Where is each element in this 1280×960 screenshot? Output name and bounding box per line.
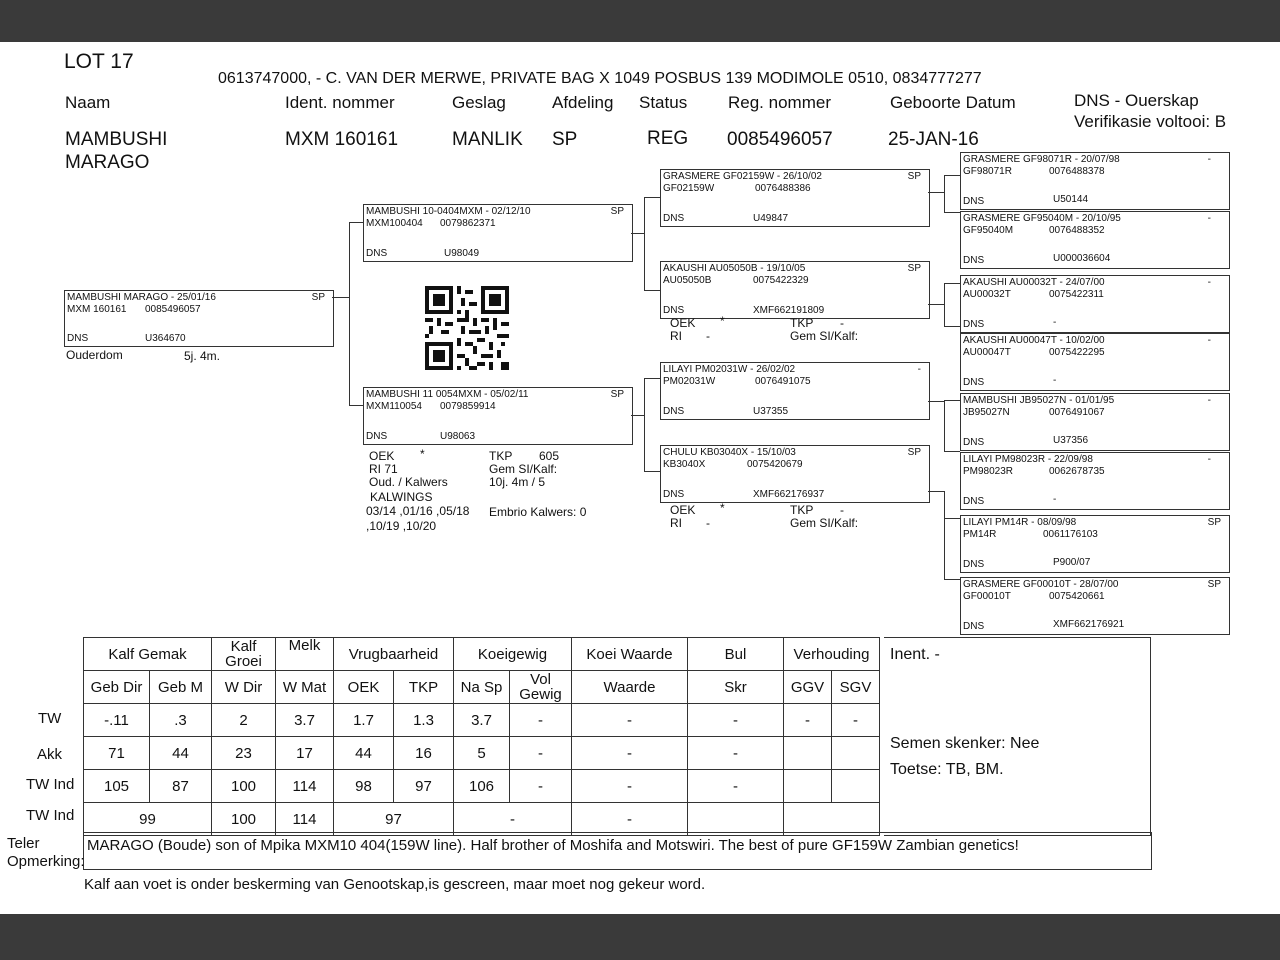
gp-regn: 0076488386	[755, 183, 811, 194]
top-band	[0, 0, 1280, 42]
ggp-regn: 0076488352	[1049, 225, 1105, 236]
dam-kalwings: KALWINGS	[370, 490, 433, 504]
pedigree-ggp-box	[960, 577, 1230, 635]
ggp-title: AKAUSHI AU00047T - 10/02/00	[963, 335, 1105, 346]
pedigree-dam-box	[363, 387, 633, 445]
gp-reg: AU05050B	[663, 275, 712, 286]
ouderdom-value: 5j. 4m.	[184, 349, 221, 363]
cell-tw: 3.7	[276, 704, 334, 737]
gp-sp: SP	[907, 447, 921, 458]
ggp-dns: DNS	[963, 319, 985, 330]
ggp-title: AKAUSHI AU00032T - 24/07/00	[963, 277, 1105, 288]
ggp-dnsv: -	[1053, 494, 1057, 505]
ggp-regn: 0076488378	[1049, 166, 1105, 177]
pedigree-sire-box	[363, 204, 633, 262]
cell-twind: -	[688, 770, 784, 803]
pedigree-ggp-box	[960, 333, 1230, 391]
gp-tkp: TKP	[790, 316, 814, 330]
cell-akk: 17	[276, 737, 334, 770]
col-w-mat: W Mat	[276, 671, 334, 704]
animal-status: REG	[647, 128, 689, 149]
label-naam: Naam	[65, 93, 111, 112]
gp-oek: OEK	[670, 316, 696, 330]
ggp-regn: 0075420661	[1049, 591, 1105, 602]
col-skr: Skr	[688, 671, 784, 704]
cell-akk: -	[688, 737, 784, 770]
group-melk: Melk	[276, 638, 334, 671]
pedigree-ggp-box	[960, 393, 1230, 451]
gp-regn: 0076491075	[755, 376, 811, 387]
col-na-sp: Na Sp	[454, 671, 510, 704]
cell-twind: 114	[276, 770, 334, 803]
cell-tw: 2	[212, 704, 276, 737]
cell-empty	[688, 803, 784, 836]
self-dnsv: U364670	[145, 333, 186, 344]
cell-twind2: -	[572, 803, 688, 836]
gp-reg: KB3040X	[663, 459, 706, 470]
cell-empty	[784, 770, 832, 803]
sire-reg: MXM100404	[366, 218, 423, 229]
label-reg: Reg. nommer	[728, 93, 831, 112]
pedigree-ggp-box	[960, 275, 1230, 333]
label-geslag: Geslag	[452, 93, 506, 112]
row-label-twind: TW Ind	[26, 776, 75, 793]
gp-tkp: TKP	[790, 503, 814, 517]
gp-ri: RI	[670, 329, 682, 343]
cell-twind2: 99	[84, 803, 212, 836]
gp-sp: SP	[907, 171, 921, 182]
animal-reg: 0085496057	[727, 129, 833, 150]
group-kalf-gemak: Kalf Gemak	[84, 638, 212, 671]
group-vrugbaarheid: Vrugbaarheid	[334, 638, 454, 671]
gp-oek-value: *	[720, 314, 725, 328]
gp-sp: -	[917, 364, 921, 375]
gp-oek-value: *	[720, 501, 725, 515]
qr-code	[424, 286, 510, 370]
label-afdeling: Afdeling	[552, 93, 614, 112]
label-dns: DNS - Ouerskap	[1074, 91, 1199, 110]
label-verifikasie: Verifikasie voltooi: B	[1074, 112, 1227, 131]
pedigree-gp-box	[660, 261, 930, 319]
performance-table	[83, 637, 880, 836]
cell-empty	[784, 737, 832, 770]
ggp-sp: -	[1207, 395, 1211, 406]
pedigree-gp-box	[660, 362, 930, 420]
pedigree-ggp-box	[960, 515, 1230, 573]
ggp-dns: DNS	[963, 559, 985, 570]
gp-dns: DNS	[663, 213, 685, 224]
gp-tkp-value: -	[840, 316, 844, 330]
ggp-dnsv: P900/07	[1053, 557, 1091, 568]
cell-twind2: 97	[334, 803, 454, 836]
ggp-sp: -	[1207, 213, 1211, 224]
cell-twind2: 100	[212, 803, 276, 836]
ggp-reg: PM98023R	[963, 466, 1014, 477]
ggp-sp: SP	[1207, 517, 1221, 528]
remarks-label-1: Teler	[7, 835, 40, 852]
cell-akk: 44	[334, 737, 394, 770]
pedigree-gp-box	[660, 445, 930, 503]
gp-gem: Gem SI/Kalf:	[790, 516, 859, 530]
footnote: Kalf aan voet is onder beskerming van Genootskap,is gescreen, maar moet nog gekeur word.	[84, 876, 706, 893]
row-label-akk: Akk	[37, 746, 63, 763]
remarks-label-2: Opmerking:	[7, 853, 85, 870]
animal-afdeling: SP	[552, 129, 578, 150]
dam-oud-value: 10j. 4m / 5	[489, 475, 546, 489]
cell-twind: 87	[150, 770, 212, 803]
cell-twind2: -	[454, 803, 572, 836]
group-kalf-groei: Kalf Groei	[212, 638, 276, 671]
pedigree-gp-box	[660, 169, 930, 227]
gp-regn: 0075422329	[753, 275, 809, 286]
gp-gem: Gem SI/Kalf:	[790, 329, 859, 343]
sire-title: MAMBUSHI 10-0404MXM - 02/12/10	[366, 206, 531, 217]
cell-empty	[832, 737, 880, 770]
cell-twind: 97	[394, 770, 454, 803]
gp-title: GRASMERE GF02159W - 26/10/02	[663, 171, 822, 182]
group-bul: Bul	[688, 638, 784, 671]
gp-dns: DNS	[663, 489, 685, 500]
cell-akk: 44	[150, 737, 212, 770]
group-koei-waarde: Koei Waarde	[572, 638, 688, 671]
ggp-sp: -	[1207, 154, 1211, 165]
gp-reg: GF02159W	[663, 183, 715, 194]
animal-name-2: MARAGO	[65, 152, 150, 173]
pedigree-ggp-box	[960, 152, 1230, 210]
self-sp: SP	[311, 292, 325, 303]
ggp-regn: 0076491067	[1049, 407, 1105, 418]
gp-title: LILAYI PM02031W - 26/02/02	[663, 364, 796, 375]
pedigree-ggp-box	[960, 452, 1230, 510]
ggp-dnsv: XMF662176921	[1053, 619, 1125, 630]
ggp-regn: 0075422295	[1049, 347, 1105, 358]
sire-dns: DNS	[366, 248, 388, 259]
gp-tkp-value: -	[840, 503, 844, 517]
dam-tkp: TKP	[489, 449, 513, 463]
ggp-title: GRASMERE GF95040M - 20/10/95	[963, 213, 1121, 224]
cell-akk: 16	[394, 737, 454, 770]
ggp-dns: DNS	[963, 196, 985, 207]
col-geb-m: Geb M	[150, 671, 212, 704]
dam-ri: RI 71	[369, 462, 398, 476]
gp-ri: RI	[670, 516, 682, 530]
cell-akk: -	[572, 737, 688, 770]
cell-tw: 3.7	[454, 704, 510, 737]
ggp-regn: 0062678735	[1049, 466, 1105, 477]
cell-tw: -	[572, 704, 688, 737]
cell-akk: 5	[454, 737, 510, 770]
col-sgv: SGV	[832, 671, 880, 704]
col-waarde: Waarde	[572, 671, 688, 704]
gp-dnsv: XMF662176937	[753, 489, 825, 500]
ggp-reg: PM14R	[963, 529, 997, 540]
cell-twind: 105	[84, 770, 150, 803]
cell-tw: 1.7	[334, 704, 394, 737]
gp-dns: DNS	[663, 406, 685, 417]
ggp-reg: JB95027N	[963, 407, 1010, 418]
self-regn: 0085496057	[145, 304, 201, 315]
ggp-dns: DNS	[963, 255, 985, 266]
ggp-regn: 0061176103	[1043, 529, 1098, 540]
gp-dnsv: XMF662191809	[753, 305, 825, 316]
gp-dnsv: U49847	[753, 213, 789, 224]
col-w-dir: W Dir	[212, 671, 276, 704]
cell-akk: 23	[212, 737, 276, 770]
gp-title: CHULU KB03040X - 15/10/03	[663, 447, 796, 458]
gp-oek: OEK	[670, 503, 696, 517]
remarks-text: MARAGO (Boude) son of Mpika MXM10 404(159W line). Half brother of Moshifa and Motswiri. The best of pure GF159W Zambian genetics!	[87, 837, 1019, 854]
gp-ri-value: -	[706, 516, 710, 530]
self-reg: MXM 160161	[67, 304, 127, 315]
dam-dnsv: U98063	[440, 431, 476, 442]
ggp-sp: -	[1207, 454, 1211, 465]
dam-gem: Gem SI/Kalf:	[489, 462, 558, 476]
label-status: Status	[639, 93, 688, 112]
cell-tw: -	[688, 704, 784, 737]
cell-tw: -.11	[84, 704, 150, 737]
dam-regn: 0079859914	[440, 401, 496, 412]
animal-geslag: MANLIK	[452, 129, 523, 150]
self-dns: DNS	[67, 333, 89, 344]
col-tkp: TKP	[394, 671, 454, 704]
pedigree-self-box	[64, 290, 334, 347]
ggp-title: MAMBUSHI JB95027N - 01/01/95	[963, 395, 1115, 406]
cell-twind: 98	[334, 770, 394, 803]
gp-reg: PM02031W	[663, 376, 716, 387]
row-label-tw: TW	[38, 710, 62, 727]
cell-akk: -	[510, 737, 572, 770]
ggp-dns: DNS	[963, 437, 985, 448]
cell-tw: -	[510, 704, 572, 737]
ggp-regn: 0075422311	[1049, 289, 1104, 300]
self-title: MAMBUSHI MARAGO - 25/01/16	[67, 292, 216, 303]
cell-twind: 106	[454, 770, 510, 803]
ggp-dns: DNS	[963, 621, 985, 632]
dam-oek: OEK	[369, 449, 395, 463]
ggp-dnsv: U000036604	[1053, 253, 1111, 264]
group-koeigewig: Koeigewig	[454, 638, 572, 671]
ggp-reg: GF00010T	[963, 591, 1011, 602]
animal-birth: 25-JAN-16	[888, 129, 979, 150]
col-ggv: GGV	[784, 671, 832, 704]
animal-ident: MXM 160161	[285, 129, 399, 150]
col-oek: OEK	[334, 671, 394, 704]
cell-tw: .3	[150, 704, 212, 737]
cell-tw: -	[784, 704, 832, 737]
ggp-reg: AU00032T	[963, 289, 1011, 300]
group-verhouding: Verhouding	[784, 638, 880, 671]
ggp-dnsv: -	[1053, 317, 1057, 328]
ggp-dns: DNS	[963, 496, 985, 507]
dam-reg: MXM110054	[366, 401, 422, 412]
gp-title: AKAUSHI AU05050B - 19/10/05	[663, 263, 806, 274]
semen-skenker: Semen skenker: Nee	[890, 735, 1040, 752]
ggp-title: GRASMERE GF00010T - 28/07/00	[963, 579, 1119, 590]
label-geboorte: Geboorte Datum	[890, 93, 1016, 112]
sire-dnsv: U98049	[444, 248, 480, 259]
gp-dns: DNS	[663, 305, 685, 316]
dam-dns: DNS	[366, 431, 388, 442]
cell-akk: 71	[84, 737, 150, 770]
ggp-title: LILAYI PM98023R - 22/09/98	[963, 454, 1093, 465]
sire-sp: SP	[610, 206, 624, 217]
inent: Inent. -	[890, 646, 940, 663]
ggp-sp: -	[1207, 277, 1211, 288]
ouderdom-label: Ouderdom	[66, 348, 123, 362]
dam-kalwings-2: ,10/19 ,10/20	[366, 519, 437, 533]
ggp-dns: DNS	[963, 377, 985, 388]
gp-sp: SP	[907, 263, 921, 274]
col-geb-dir: Geb Dir	[84, 671, 150, 704]
lot-number: LOT 17	[64, 50, 134, 73]
gp-ri-value: -	[706, 329, 710, 343]
ggp-title: GRASMERE GF98071R - 20/07/98	[963, 154, 1120, 165]
dam-embrio: Embrio Kalwers: 0	[489, 505, 587, 519]
sire-regn: 0079862371	[440, 218, 496, 229]
row-label-twind-2: TW Ind	[26, 807, 75, 824]
ggp-reg: GF95040M	[963, 225, 1014, 236]
ggp-dnsv: U50144	[1053, 194, 1089, 205]
catalog-page	[4, 42, 1280, 914]
owner-line: 0613747000, - C. VAN DER MERWE, PRIVATE BAG X 1049 POSBUS 139 MODIMOLE 0510, 0834777277	[218, 70, 982, 87]
col-vol-gewig: Vol Gewig	[510, 671, 572, 704]
cell-twind2: 114	[276, 803, 334, 836]
gp-dnsv: U37355	[753, 406, 789, 417]
cell-tw: -	[832, 704, 880, 737]
cell-twind: -	[510, 770, 572, 803]
ggp-title: LILAYI PM14R - 08/09/98	[963, 517, 1077, 528]
label-ident: Ident. nommer	[285, 93, 395, 112]
dam-tkp-value: 605	[539, 449, 560, 463]
ggp-dnsv: U37356	[1053, 435, 1089, 446]
cell-twind: -	[572, 770, 688, 803]
dam-kalwings-1: 03/14 ,01/16 ,05/18	[366, 504, 470, 518]
gp-regn: 0075420679	[747, 459, 803, 470]
bottom-band	[0, 914, 1280, 960]
dam-oek-value: *	[420, 447, 425, 461]
ggp-reg: GF98071R	[963, 166, 1012, 177]
dam-oud: Oud. / Kalwers	[369, 475, 448, 489]
cell-tw: 1.3	[394, 704, 454, 737]
ggp-reg: AU00047T	[963, 347, 1011, 358]
pedigree-ggp-box	[960, 211, 1230, 269]
ggp-dnsv: -	[1053, 375, 1057, 386]
dam-sp: SP	[610, 389, 624, 400]
cell-empty	[784, 803, 880, 836]
ggp-sp: SP	[1207, 579, 1221, 590]
dam-title: MAMBUSHI 11 0054MXM - 05/02/11	[366, 389, 529, 400]
cell-twind: 100	[212, 770, 276, 803]
animal-name-1: MAMBUSHI	[65, 129, 168, 150]
toetse: Toetse: TB, BM.	[890, 761, 1004, 778]
cell-empty	[832, 770, 880, 803]
ggp-sp: -	[1207, 335, 1211, 346]
